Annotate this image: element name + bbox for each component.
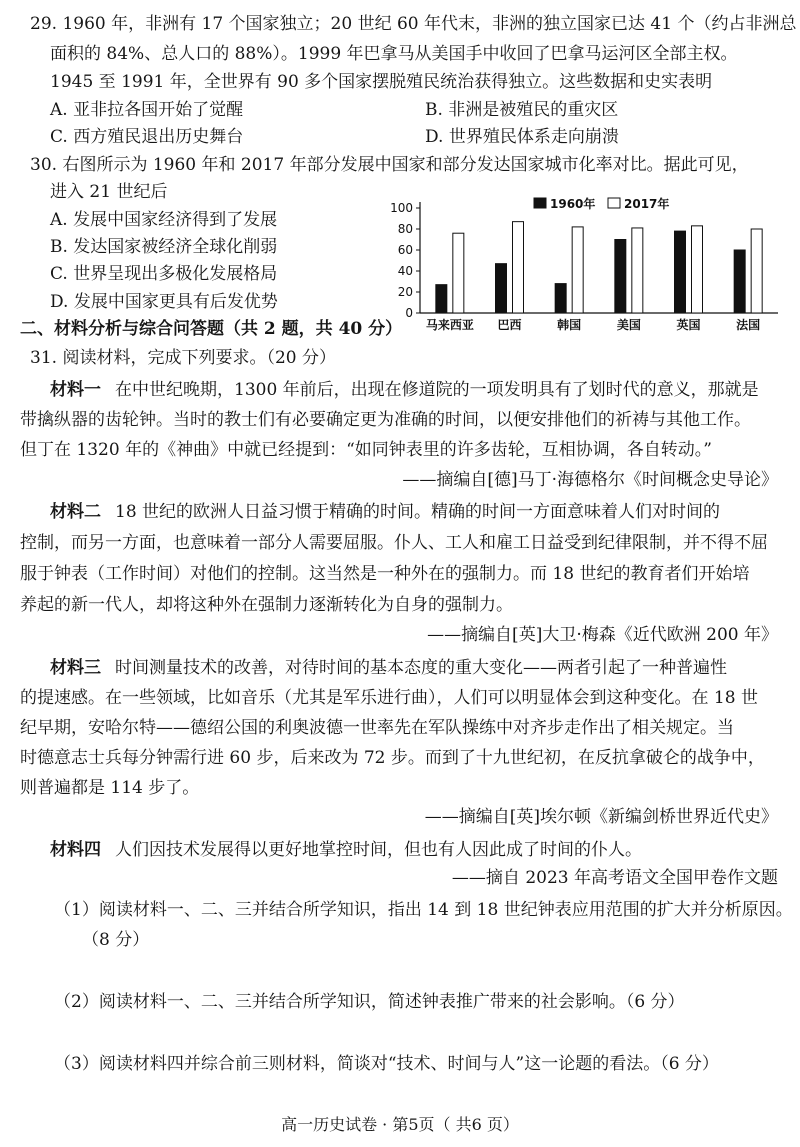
material-2-line-3: 服于钟表（工作时间）对他们的控制。这当然是一种外在的强制力。而 18 世纪的教育者们开始培	[20, 564, 750, 584]
legend-label-1: 2017年	[624, 197, 670, 211]
material-1-line-3: 但丁在 1320 年的《神曲》中就已经提到：“如同钟表里的许多齿轮，互相协调，各自转动。”	[20, 440, 712, 460]
bar-1960-1	[496, 264, 507, 313]
x-category-label: 巴西	[497, 318, 522, 332]
urbanization-chart	[386, 194, 786, 344]
material-3-line-4: 时德意志士兵每分钟需行进 60 步，后来改为 72 步。而到了十九世纪初，在反抗拿破仑的战争中，	[20, 748, 765, 768]
material-2-label: 材料二	[50, 502, 101, 522]
bar-1960-5	[734, 250, 745, 313]
y-tick-label: 100	[390, 201, 413, 215]
material-3-text-1: 时间测量技术的改善，对待时间的基本态度的重大变化——两者引起了一种普遍性	[115, 658, 727, 678]
material-4-line-1	[50, 838, 642, 862]
sub-question-2: （2）阅读材料一、二、三并结合所学知识，简述钟表推广带来的社会影响。（6 分）	[54, 992, 685, 1012]
q29-stem-line-1: 29. 1960 年，非洲有 17 个国家独立；20 世纪 60 年代末，非洲的独立国家已达 41 个（约占非洲总	[30, 14, 797, 34]
q29-option-c: C. 西方殖民退出历史舞台	[50, 127, 244, 147]
material-3-line-3: 纪早期，安哈尔特——德绍公国的利奥波德一世率先在军队操练中对齐步走作出了相关规定。当	[20, 718, 734, 738]
page-footer: 高一历史试卷 · 第5页（ 共6 页）	[281, 1115, 519, 1134]
q29-stem-line-2: 面积的 84%、总人口的 88%）。1999 年巴拿马从美国手中收回了巴拿马运河区全部主权。	[50, 44, 738, 64]
bar-1960-3	[615, 240, 626, 314]
sub-question-1-line-1: （1）阅读材料一、二、三并结合所学知识，指出 14 到 18 世纪钟表应用范围的扩大并分析原因。	[54, 900, 793, 920]
q29-option-b: B. 非洲是被殖民的重灾区	[425, 100, 619, 120]
material-4-text-1: 人们因技术发展得以更好地掌控时间，但也有人因此成了时间的仆人。	[115, 840, 642, 860]
q29-option-a: A. 亚非拉各国开始了觉醒	[50, 100, 244, 120]
bar-1960-4	[675, 231, 686, 313]
q30-option-b: B. 发达国家被经济全球化削弱	[50, 237, 278, 257]
material-2-line-2: 控制，而另一方面，也意味着一部分人需要屈服。仆人、工人和雇工日益受到纪律限制，并不得不屈	[20, 533, 768, 553]
sub-question-1-line-2: （8 分）	[82, 930, 150, 950]
material-1-label: 材料一	[50, 380, 101, 400]
material-2-text-1: 18 世纪的欧洲人日益习惯于精确的时间。精确的时间一方面意味着人们对时间的	[115, 502, 721, 522]
q29-stem-line-3: 1945 至 1991 年，全世界有 90 多个国家摆脱殖民统治获得独立。这些数据和史实表明	[50, 72, 713, 92]
material-4-label: 材料四	[50, 840, 101, 860]
material-1-source: ——摘编自[德]马丁·海德格尔《时间概念史导论》	[402, 470, 778, 490]
q29-option-d: D. 世界殖民体系走向崩溃	[425, 127, 619, 147]
sub-question-3: （3）阅读材料四并综合前三则材料，简谈对“技术、时间与人”这一论题的看法。（6 分）	[54, 1054, 719, 1074]
urbanization-bar-chart	[386, 194, 786, 344]
y-tick-label: 80	[397, 222, 413, 236]
bar-2017-0	[453, 233, 464, 313]
material-3-line-2: 的提速感。在一些领域，比如音乐（尤其是军乐进行曲），人们可以明显体会到这种变化。在 18 世	[20, 688, 758, 708]
x-category-label: 韩国	[557, 318, 582, 332]
q30-option-d: D. 发展中国家更具有后发优势	[50, 292, 278, 312]
bar-2017-2	[572, 227, 583, 313]
material-2-source: ——摘编自[英]大卫·梅森《近代欧洲 200 年》	[427, 625, 778, 645]
y-tick-label: 0	[405, 306, 413, 320]
bar-2017-1	[513, 222, 524, 313]
bar-1960-2	[555, 284, 566, 313]
material-3-label: 材料三	[50, 658, 101, 678]
bar-2017-4	[692, 226, 703, 313]
y-tick-label: 60	[397, 243, 413, 257]
y-tick-label: 40	[397, 264, 413, 278]
material-4-source: ——摘自 2023 年高考语文全国甲卷作文题	[451, 868, 778, 888]
x-category-label: 马来西亚	[425, 318, 474, 332]
material-1-text-1: 在中世纪晚期，1300 年前后，出现在修道院的一项发明具有了划时代的意义，那就是	[115, 380, 759, 400]
bar-1960-0	[436, 285, 447, 313]
legend-swatch-0	[534, 198, 546, 208]
x-category-label: 美国	[616, 318, 641, 332]
legend-swatch-1	[608, 198, 620, 208]
section-2-heading: 二、材料分析与综合问答题（共 2 题，共 40 分）	[20, 319, 403, 339]
material-2-line-1	[50, 500, 720, 524]
q30-stem-line-2: 进入 21 世纪后	[50, 182, 168, 202]
x-category-label: 英国	[676, 318, 701, 332]
q30-option-a: A. 发展中国家经济得到了发展	[50, 210, 278, 230]
material-3-line-5: 则普遍都是 114 步了。	[20, 778, 200, 798]
material-1-line-2: 带擒纵器的齿轮钟。当时的教士们有必要确定更为准确的时间，以便安排他们的祈祷与其他工作。	[20, 410, 751, 430]
y-tick-label: 20	[397, 285, 413, 299]
x-category-label: 法国	[736, 318, 761, 332]
q30-option-c: C. 世界呈现出多极化发展格局	[50, 264, 278, 284]
q31-intro: 31. 阅读材料，完成下列要求。（20 分）	[30, 348, 336, 368]
material-3-source: ——摘编自[英]埃尔顿《新编剑桥世界近代史》	[424, 807, 778, 827]
legend-label-0: 1960年	[550, 197, 596, 211]
bar-2017-3	[632, 228, 643, 313]
material-3-line-1	[50, 656, 727, 680]
material-1-line-1	[50, 378, 759, 402]
bar-2017-5	[751, 229, 762, 313]
q30-stem-line-1: 30. 右图所示为 1960 年和 2017 年部分发展中国家和部分发达国家城市化率对比。据此可见，	[30, 155, 749, 175]
material-2-line-4: 养起的新一代人，却将这种外在强制力逐渐转化为自身的强制力。	[20, 595, 513, 615]
